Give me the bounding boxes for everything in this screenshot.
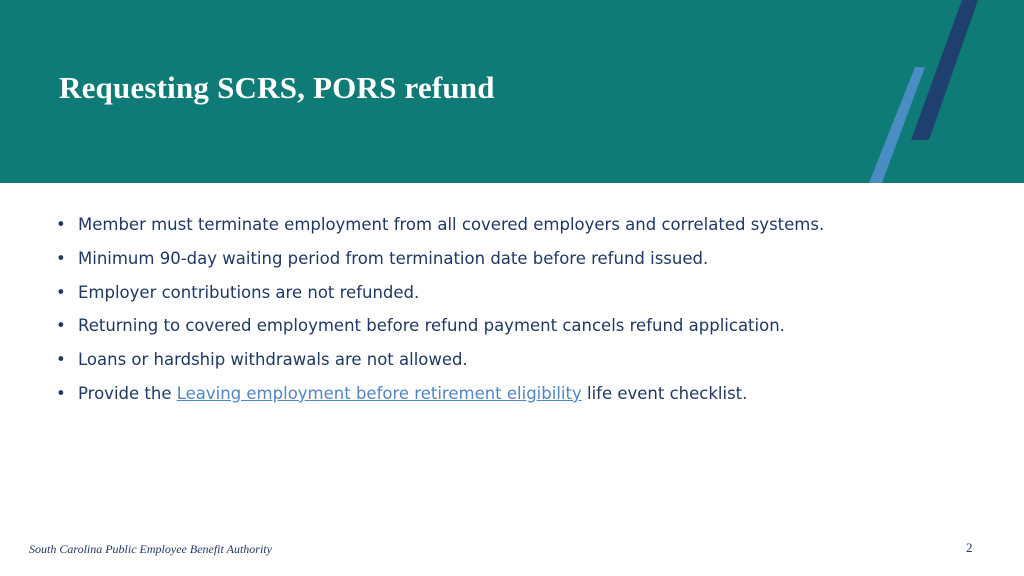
bullet-item [56, 244, 824, 278]
bullet-marker: • [56, 248, 66, 268]
bullet-text: Employer contributions are not refunded. [78, 282, 420, 302]
slide-title: Requesting SCRS, PORS refund [59, 70, 495, 105]
bullet-item [56, 278, 824, 312]
bullet-marker: • [56, 316, 66, 336]
bullet-item [56, 311, 824, 345]
bullet-item-checklist [56, 379, 824, 413]
bullet-marker: • [56, 350, 66, 370]
footer-organization: South Carolina Public Employee Benefit Authority [29, 542, 272, 556]
bullet-marker: • [56, 282, 66, 302]
bullet-marker: • [56, 215, 66, 234]
bullet-text: Returning to covered employment before refund payment cancels refund application. [78, 316, 785, 336]
checklist-link[interactable]: Leaving employment before retirement eligibility [176, 383, 582, 403]
bullet-prefix: Provide the [78, 383, 177, 403]
title-banner [0, 0, 1024, 183]
bullet-suffix: life event checklist. [581, 383, 748, 403]
bullet-list [56, 210, 824, 413]
page-number: 2 [966, 540, 973, 555]
bullet-item [56, 345, 824, 379]
bullet-text: Member must terminate employment from all covered employers and correlated systems. [78, 215, 825, 234]
bullet-text: Loans or hardship withdrawals are not allowed. [78, 350, 468, 370]
bullet-item [56, 210, 824, 244]
bullet-text: Minimum 90-day waiting period from termination date before refund issued. [78, 248, 709, 268]
bullet-marker: • [56, 383, 66, 403]
